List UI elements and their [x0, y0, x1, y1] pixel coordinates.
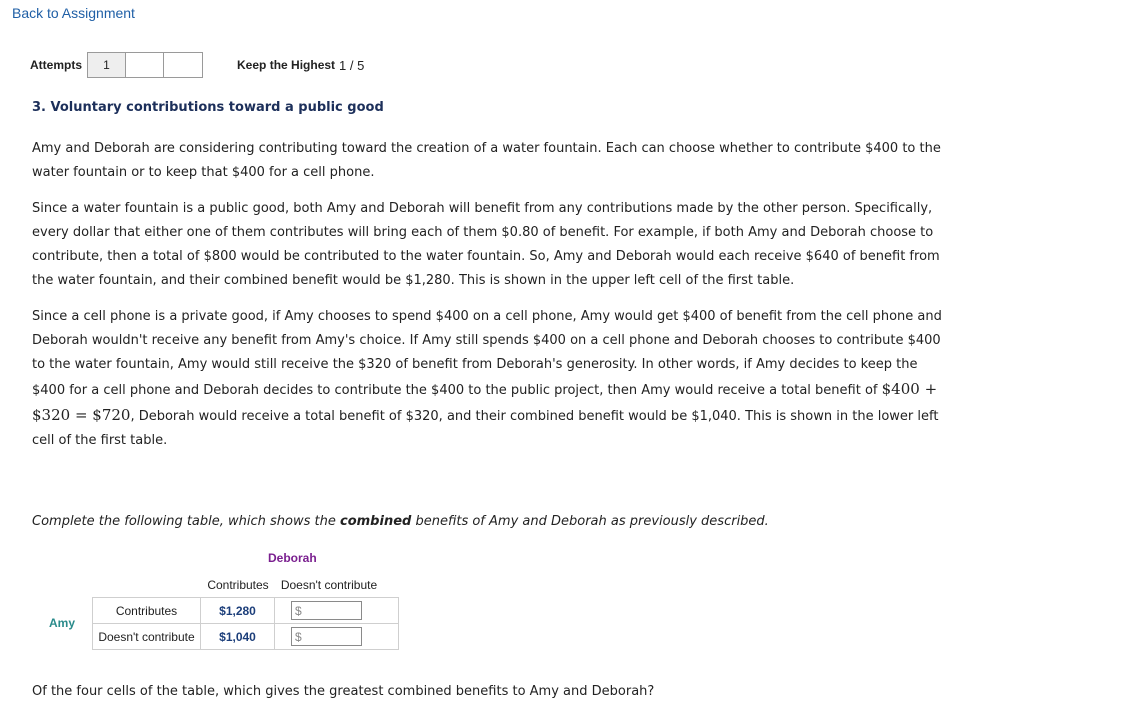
col-label-contributes: Contributes	[207, 577, 269, 592]
row-label-contributes: Contributes	[93, 598, 201, 624]
instruction-text-b: benefits of Amy and Deborah as previously described.	[411, 514, 769, 529]
cell-contrib-dont	[275, 598, 399, 624]
dollar-sign: $	[295, 603, 302, 618]
question-paragraph-1: Amy and Deborah are considering contributing toward the creation of a water fountain. Each can choose whether to contribute $400 to the water fountain or to keep that $400 for a cell phone.	[32, 141, 941, 180]
column-player-label: Deborah	[268, 551, 317, 565]
table-instruction	[32, 514, 769, 529]
dollar-sign: $	[295, 629, 302, 644]
col-label-doesnt-contribute: Doesn't contribute	[280, 577, 378, 592]
payoff-table	[92, 597, 399, 650]
attempt-boxes	[87, 52, 203, 78]
attempt-box-2	[126, 53, 164, 77]
keep-highest-value: 1 / 5	[339, 57, 365, 73]
money-input-box	[291, 601, 362, 620]
benefit-equation: $400 + $320 = $720	[32, 380, 938, 424]
instruction-emphasis: combined	[340, 514, 412, 529]
paragraph-3-text-a: Since a cell phone is a private good, if Amy chooses to spend $400 on a cell phone, Amy would get $400 of benefit from the cell phone and Deborah wouldn't receive any benefit from Amy's choice. If Amy still spends $400 on a cell phone and Deborah chooses to contribute $400 to the water fountain, Amy would still receive the $320 of benefit from Deborah's generosity. In other words, if Amy decides to keep the $400 for a cell phone and Deborah decides to contribute the $400 to the public project, then Amy would receive a total benefit of	[32, 309, 942, 398]
instruction-text-a: Complete the following table, which shows the	[32, 514, 340, 529]
cell-dont-dont	[275, 624, 399, 650]
attempt-box-1: 1	[88, 53, 126, 77]
row-label-doesnt-contribute: Doesn't contribute	[93, 624, 201, 650]
attempt-box-3	[164, 53, 202, 77]
attempts-label: Attempts	[30, 58, 83, 72]
table-row	[93, 624, 399, 650]
table-row	[93, 598, 399, 624]
row-player-label: Amy	[49, 616, 76, 630]
back-to-assignment-link[interactable]: Back to Assignment	[12, 5, 135, 21]
question-paragraph-3	[32, 305, 952, 453]
combined-benefit-input-1[interactable]	[303, 604, 353, 618]
question-title: 3. Voluntary contributions toward a public good	[32, 100, 384, 115]
combined-benefit-input-2[interactable]	[303, 630, 353, 644]
final-question: Of the four cells of the table, which gives the greatest combined benefits to Amy and Deborah?	[32, 684, 655, 699]
cell-contrib-contrib: $1,280	[201, 598, 275, 624]
attempts-bar	[30, 52, 364, 78]
keep-highest-label: Keep the Highest	[237, 58, 336, 72]
question-paragraph-2: Since a water fountain is a public good, both Amy and Deborah will benefit from any contributions made by the other person. Specifically, every dollar that either one of them contributes will bring each of them $0.80 of benefit. For example, if both Amy and Deborah choose to contribute, then a total of $800 would be contributed to the water fountain. So, Amy and Deborah would each receive $640 of benefit from the water fountain, and their combined benefit would be $1,280. This is shown in the upper left cell of the first table.	[32, 201, 940, 288]
money-input-box	[291, 627, 362, 646]
column-labels	[201, 572, 383, 597]
paragraph-3-text-b: , Deborah would receive a total benefit of $320, and their combined benefit would be $1,040. This is shown in the lower left cell of the first table.	[32, 409, 939, 448]
cell-dont-contrib: $1,040	[201, 624, 275, 650]
